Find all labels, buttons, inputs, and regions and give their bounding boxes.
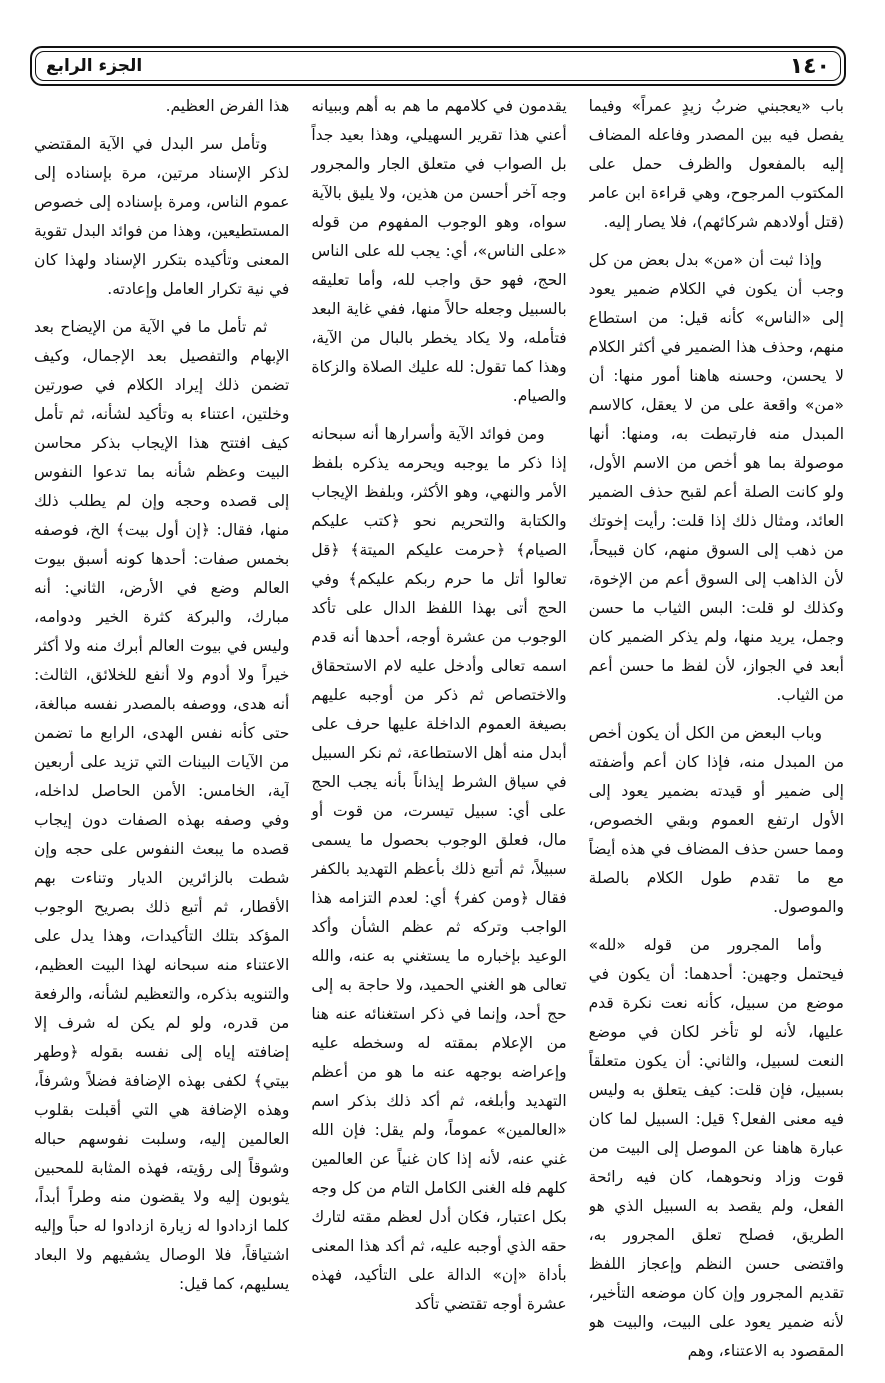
paragraph: وتأمل سر البدل في الآية المقتضي لذكر الإسناد مرتين، مرة بإسناده إلى عموم الناس، ومرة بإسناده إلى خصوص المستطيعين، وهذا من فوائد البدل تقوية المعنى وتأكيده بتكرر الإسناد ولهذا كان في نية تكرار العامل وإعادته. xyxy=(34,135,290,298)
paragraph: هذا الفرض العظيم. xyxy=(165,97,290,115)
part-title: الجزء الرابع xyxy=(46,56,143,76)
page-number: ١٤٠ xyxy=(789,53,830,79)
paragraph: يقدمون في كلامهم ما هم به أهم وببيانه أعني هذا تقرير السهيلي، وهذا بعيد جداً بل الصواب في متعلق الجار والمجرور وجه آخر أحسن من هذين، ولا يليق بالآية سواه، وهو الوجوب المفهوم من قوله «على الناس»، أي: يجب لله على الناس الحج، فهو حق واجب لله، وأما تعليقه بالسبيل وجعله حالاً منها، ففي غاية البعد فتأمله، ولا يكاد يخطر بالبال من الآية، وهذا كما تقول: لله عليك الصلاة والزكاة والصيام. xyxy=(311,97,567,405)
column-right xyxy=(589,92,844,1376)
column-middle xyxy=(311,92,566,1376)
paragraph: وأما المجرور من قوله «لله» فيحتمل وجهين: أحدهما: أن يكون في موضع من سبيل، كأنه نعت نكرة قدم عليها، لأنه لو تأخر لكان في موضع النعت لسبيل، والثاني: أن يكون متعلقاً بسبيل، فإن قلت: كيف يتعلق به وليس فيه معنى الفعل؟ قيل: السبيل لما كان عبارة هاهنا عن الموصل إلى البيت من قوت وزاد ونحوهما، كان فيه رائحة الفعل، ولم يقصد به السبيل الذي هو الطريق، فصلح تعلق المجرور به، واقتضى حسن النظم وإعجاز اللفظ تقديم المجرور وإن كان موضعه التأخير، لأنه ضمير يعود على البيت، والبيت هو المقصود به الاعتناء، وهم xyxy=(588,936,844,1360)
paragraph: باب «يعجبني ضربُ زيدٍ عمراً» وفيما يفصل فيه بين المصدر وفاعله المضاف إليه بالمفعول والظرف حمل على المكتوب المرجوح، وهي قراءة ابن عامر (قتل أولادهم شركائهم)، فلا يصار إليه. xyxy=(588,97,844,231)
text-columns xyxy=(34,92,844,1376)
page-header xyxy=(30,46,846,86)
column-left xyxy=(34,92,289,1376)
paragraph: ثم تأمل ما في الآية من الإيضاح بعد الإبهام والتفصيل بعد الإجمال، وكيف تضمن ذلك إيراد الكلام في صورتين وخلتين، اعتناء به وتأكيد لشأنه، ثم تأمل كيف افتتح هذا الإيجاب بذكر محاسن البيت وعظم شأنه بما تدعوا النفوس إلى قصده وحجه وإن لم يطلب ذلك منها، فقال: ﴿إن أول بيت﴾ الخ، فوصفه بخمس صفات: أحدها كونه أسبق بيوت العالم وضع في الأرض، الثاني: أنه مبارك، والبركة كثرة الخير ودوامه، وليس في بيوت العالم أبرك منه ولا أكثر خيراً ولا أدوم ولا أنفع للخلائق، الثالث: أنه هدى، ووصفه بالمصدر نفسه مبالغة، حتى كأنه نفس الهدى، الرابع ما تضمن من الآيات البينات التي تزيد على أربعين آية، الخامس: الأمن الحاصل لداخله، وفي وصفه بهذه الصفات دون إيجاب قصده ما يبعث النفوس على حجه وإن شطت بالزائرين الديار وتناءت بهم الأقطار، ثم أتبع ذلك بصريح الوجوب المؤكد بتلك التأكيدات، وهذا يدل على الاعتناء منه سبحانه لهذا البيت العظيم، والتنويه بذكره، والتعظيم لشأنه، والرفعة من قدره، ولو لم يكن له شرف إلا إضافته إياه إلى نفسه بقوله ﴿وطهر بيتي﴾ لكفى بهذه الإضافة فضلاً وشرفاً، وهذه الإضافة هي التي أقبلت بقلوب العالمين إليه، وسلبت نفوسهم حباله وشوقاً إلى رؤيته، فهذه المثابة للمحبين يثوبون إليه ولا يقضون منه وطراً أبداً، كلما ازدادوا له زيارة ازدادوا له حباً وإليه اشتياقاً، فلا الوصال يشفيهم ولا البعاد يسليهم، كما قيل: xyxy=(34,318,290,1293)
paragraph: ومن فوائد الآية وأسرارها أنه سبحانه إذا ذكر ما يوجبه ويحرمه يذكره بلفظ الأمر والنهي، وهو الأكثر، وبلفظ الإيجاب والكتابة والتحريم نحو ﴿كتب عليكم الصيام﴾ ﴿حرمت عليكم الميتة﴾ ﴿قل تعالوا أتل ما حرم ربكم عليكم﴾ وفي الحج أتى بهذا اللفظ الدال على تأكد الوجوب من عشرة أوجه، أحدها أنه قدم اسمه تعالى وأدخل عليه لام الاستحقاق والاختصاص ثم ذكر من أوجبه عليهم بصيغة العموم الداخلة عليها حرف على أبدل منه أهل الاستطاعة، ثم نكر السبيل في سياق الشرط إيذاناً بأنه يجب الحج على أي: سبيل تيسرت، من قوت أو مال، فعلق الوجوب بحصول ما يسمى سبيلاً، ثم أتبع ذلك بأعظم التهديد بالكفر فقال ﴿ومن كفر﴾ أي: لعدم التزامه هذا الواجب وتركه ثم عظم الشأن وأكد الوعيد بإخباره ما يستغني به عنه، والله تعالى هو الغني الحميد، ولا حاجة به إلى حج أحد، وإنما في ذكر استغنائه عنه هنا من الإعلام بمقته له وسخطه عليه وإعراضه بوجهه عنه ما هو من أعظم التهديد وأبلغه، ثم أكد ذلك بذكر اسم «العالمين» عموماً، ولم يقل: فإن الله غني عنه، لأنه إذا كان غنياً عن العالمين كلهم فله الغنى الكامل التام من كل وجه بكل اعتبار، فكان أدل لعظم مقته لتارك حقه الذي أوجبه عليه، ثم أكد هذا المعنى بأداة «إن» الدالة على التأكيد، فهذه عشرة أوجه تقتضي تأكد xyxy=(311,425,567,1313)
paragraph: وإذا ثبت أن «من» بدل بعض من كل وجب أن يكون في الكلام ضمير يعود إلى «الناس» كأنه قيل: من استطاع منهم، وحذف هذا الضمير في أكثر الكلام لا يحسن، وحسنه هاهنا أمور منها: أن «من» واقعة على من لا يعقل، كالاسم المبدل منه فارتبطت به، ومنها: أنها موصولة بما هو أخص من الاسم الأول، ولو كانت الصلة أعم لقبح حذف الضمير العائد، ومثال ذلك إذا قلت: رأيت إخوتك من ذهب إلى السوق منهم، كان قبيحاً، لأن الذاهب إلى السوق أعم من الإخوة، وكذلك لو قلت: البس الثياب ما حسن وجمل، يريد منها، ولم يذكر الضمير كان أبعد في الجواز، لأن لفظ ما حسن أعم من الثياب. xyxy=(588,251,844,704)
paragraph: وباب البعض من الكل أن يكون أخص من المبدل منه، فإذا كان أعم وأضفته إلى ضمير أو قيدته بضمير يعود إلى الأول ارتفع العموم وبقي الخصوص، ومما حسن حذف المضاف في هذه أيضاً مع ما تقدم طول الكلام بالصلة والموصول. xyxy=(588,724,844,916)
